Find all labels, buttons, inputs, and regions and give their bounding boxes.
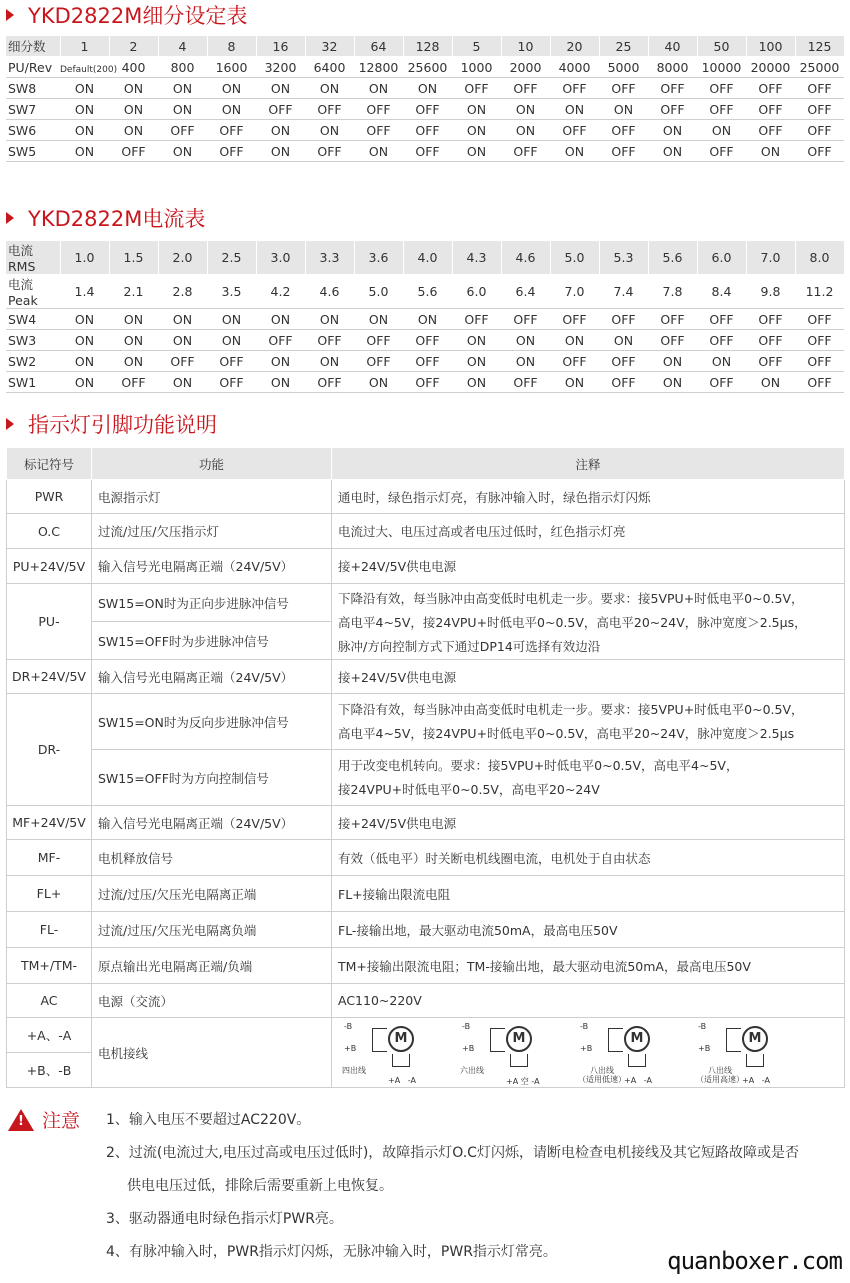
table-cell: 5 (452, 36, 501, 57)
notice-list (106, 1104, 836, 1269)
table-cell: ON (109, 309, 158, 330)
table-cell: OFF (550, 120, 599, 141)
table-cell: OFF (158, 351, 207, 372)
table-cell: 800 (158, 57, 207, 78)
table-cell: ON (158, 309, 207, 330)
table-cell: OFF (256, 99, 305, 120)
table-cell: 2 (109, 36, 158, 57)
table-cell: 5.0 (354, 275, 403, 309)
table-cell: ON (599, 99, 648, 120)
row-label: SW3 (6, 330, 60, 351)
table-cell: ON (60, 330, 109, 351)
table-cell: OFF (207, 120, 256, 141)
table-cell: 32 (305, 36, 354, 57)
table-row (6, 330, 844, 351)
table-cell: ON (305, 309, 354, 330)
table-cell: 5.6 (648, 241, 697, 275)
table-cell: ON (452, 120, 501, 141)
table-cell: 12800 (354, 57, 403, 78)
table-cell: ON (158, 141, 207, 162)
table-cell: OFF (599, 120, 648, 141)
row-label: 电流RMS (6, 241, 60, 275)
table-cell: ON (305, 120, 354, 141)
watermark: quanboxer.com (667, 1247, 842, 1275)
table-cell: 5.0 (550, 241, 599, 275)
table-row: +B、-B (7, 1053, 845, 1088)
table-cell: 8.4 (697, 275, 746, 309)
row-label: SW7 (6, 99, 60, 120)
table-cell: OFF (746, 78, 795, 99)
table-row: SW15=OFF时为方向控制信号 用于改变电机转向。要求：接5VPU+时低电平0~0.5V，高电平4~5V， 接24VPU+时低电平0~0.5V，高电平20~24V (7, 750, 845, 806)
table-cell: OFF (550, 309, 599, 330)
table-cell: OFF (452, 78, 501, 99)
notice-heading: ! 注意 (8, 1106, 80, 1133)
table-row: PU+24V/5V 输入信号光电隔离正端（24V/5V） 接+24V/5V供电电源 (7, 549, 845, 584)
table-cell: ON (354, 78, 403, 99)
table-cell: OFF (354, 351, 403, 372)
table-row: FL+ 过流/过压/欠压光电隔离正端 FL+接输出限流电阻 (7, 876, 845, 912)
table-cell: ON (501, 330, 550, 351)
terminal-label: -B (580, 1021, 589, 1031)
table-cell: OFF (648, 330, 697, 351)
table-cell: ON (452, 99, 501, 120)
table-cell: 100 (746, 36, 795, 57)
table-row: FL- 过流/过压/欠压光电隔离负端 FL-接输出地，最大驱动电流50mA，最高电压50V (7, 912, 845, 948)
table-cell: 3.5 (207, 275, 256, 309)
table-cell: 2.0 (158, 241, 207, 275)
table-cell: 8000 (648, 57, 697, 78)
table-cell: ON (550, 372, 599, 393)
table-cell: ON (60, 309, 109, 330)
terminal-label: -B (344, 1021, 353, 1031)
wiring-diagram (578, 1020, 688, 1086)
diagram-caption: 四出线 (342, 1065, 366, 1075)
coil-a (392, 1054, 410, 1067)
table-cell: OFF (795, 351, 844, 372)
table-cell: ON (158, 78, 207, 99)
table-cell: Default(200) (60, 57, 109, 78)
table-cell: 1.0 (60, 241, 109, 275)
table-cell: ON (109, 330, 158, 351)
table-cell: OFF (795, 120, 844, 141)
table-cell: 4.0 (403, 241, 452, 275)
table-cell: 50 (697, 36, 746, 57)
table-cell: 4.2 (256, 275, 305, 309)
table-cell: ON (550, 141, 599, 162)
table-cell: OFF (305, 372, 354, 393)
notice-item: 供电电压过低，排除后需要重新上电恢复。 (127, 1178, 393, 1194)
table-cell: ON (256, 120, 305, 141)
table-cell: 7.0 (746, 241, 795, 275)
table-cell: 2.8 (158, 275, 207, 309)
table-cell: ON (354, 309, 403, 330)
coil-a (746, 1054, 764, 1067)
table-row: O.C 过流/过压/欠压指示灯 电流过大、电压过高或者电压过低时，红色指示灯亮 (7, 514, 845, 549)
table-cell: OFF (207, 351, 256, 372)
table-cell: ON (207, 78, 256, 99)
table-cell: ON (60, 120, 109, 141)
terminal-label: +B (580, 1043, 593, 1053)
microstep-table (6, 36, 845, 162)
motor-icon: M (506, 1026, 532, 1052)
diagram-caption: 八出线 （适用高速） (696, 1065, 744, 1084)
table-cell: OFF (403, 141, 452, 162)
section-title-current: YKD2822M电流表 (6, 203, 205, 233)
table-cell: 10 (501, 36, 550, 57)
table-cell: ON (109, 120, 158, 141)
table-cell: 1 (60, 36, 109, 57)
table-cell: OFF (501, 309, 550, 330)
table-cell: OFF (746, 330, 795, 351)
table-cell: OFF (501, 141, 550, 162)
table-cell: OFF (501, 78, 550, 99)
table-cell: OFF (158, 120, 207, 141)
table-row: +A、-A 电机接线 M -B +B 四出线 +A -A M -B +B 六出线 +A 空 -A M -B +B 八出线 （适用低速） +A -A M -B +B 八出线 （适用高速） +A -A (7, 1018, 845, 1053)
table-cell: 8 (207, 36, 256, 57)
table-cell: OFF (550, 78, 599, 99)
triangle-icon (6, 418, 14, 430)
warning-icon: ! (8, 1109, 34, 1131)
table-cell: OFF (354, 120, 403, 141)
table-cell: OFF (550, 351, 599, 372)
notice-item: 3、驱动器通电时绿色指示灯PWR亮。 (106, 1211, 343, 1227)
table-cell: OFF (354, 99, 403, 120)
table-cell: ON (697, 351, 746, 372)
table-cell: OFF (599, 372, 648, 393)
table-cell: OFF (697, 99, 746, 120)
table-cell: ON (60, 99, 109, 120)
terminal-label: -B (462, 1021, 471, 1031)
row-label: PU/Rev (6, 57, 60, 78)
table-row (6, 141, 844, 162)
table-cell: 8.0 (795, 241, 844, 275)
row-label: SW1 (6, 372, 60, 393)
table-cell: 400 (109, 57, 158, 78)
table-cell: ON (648, 372, 697, 393)
row-label: 细分数 (6, 36, 60, 57)
table-cell: OFF (795, 330, 844, 351)
terminal-label: +B (344, 1043, 357, 1053)
table-cell: 1.5 (109, 241, 158, 275)
table-cell: ON (305, 351, 354, 372)
table-cell: 3.6 (354, 241, 403, 275)
table-row: PU- SW15=ON时为正向步进脉冲信号 下降沿有效，每当脉冲由高变低时电机走一步。要求：接5VPU+时低电平0~0.5V， 高电平4~5V，接24VPU+时低电平0~0.5V，高电平20~24V，脉冲宽度＞2.5μs， 脉冲/方向控制方式下通过DP14可选择有效边沿 (7, 584, 845, 622)
table-cell: 25600 (403, 57, 452, 78)
table-cell: ON (256, 141, 305, 162)
table-row (6, 99, 844, 120)
wiring-diagram (696, 1020, 806, 1086)
table-cell: 2.1 (109, 275, 158, 309)
table-cell: 40 (648, 36, 697, 57)
table-cell: ON (403, 78, 452, 99)
table-cell: OFF (305, 99, 354, 120)
table-cell: 25000 (795, 57, 844, 78)
terminal-label: +A -A (388, 1075, 416, 1085)
table-cell: OFF (599, 309, 648, 330)
current-table (6, 241, 845, 393)
table-cell: 5.6 (403, 275, 452, 309)
table-cell: ON (60, 351, 109, 372)
table-cell: ON (599, 330, 648, 351)
table-cell: ON (697, 120, 746, 141)
table-cell: OFF (746, 351, 795, 372)
table-cell: ON (207, 309, 256, 330)
table-row (6, 351, 844, 372)
table-cell: ON (256, 78, 305, 99)
table-cell: 4.6 (501, 241, 550, 275)
table-row (6, 120, 844, 141)
table-cell: OFF (795, 78, 844, 99)
table-cell: 2.5 (207, 241, 256, 275)
table-cell: ON (501, 351, 550, 372)
table-cell: 3.0 (256, 241, 305, 275)
table-cell: OFF (697, 309, 746, 330)
table-cell: 1.4 (60, 275, 109, 309)
table-cell: OFF (403, 351, 452, 372)
notice-item: 2、过流(电流过大,电压过高或电压过低时)，故障指示灯O.C灯闪烁，请断电检查电机接线及其它短路故障或是否 (106, 1145, 799, 1161)
table-cell: 2000 (501, 57, 550, 78)
notice-item: 1、输入电压不要超过AC220V。 (106, 1112, 311, 1128)
coil-b (372, 1028, 387, 1052)
row-label: 电流Peak (6, 275, 60, 309)
header-function: 功能 (92, 448, 332, 480)
table-cell: 5000 (599, 57, 648, 78)
table-cell: 9.8 (746, 275, 795, 309)
triangle-icon (6, 9, 14, 21)
table-cell: 7.4 (599, 275, 648, 309)
table-cell: ON (452, 351, 501, 372)
table-cell: 20000 (746, 57, 795, 78)
terminal-label: +A -A (742, 1075, 770, 1085)
table-cell: 11.2 (795, 275, 844, 309)
table-cell: OFF (697, 78, 746, 99)
table-cell: OFF (648, 99, 697, 120)
table-row: MF+24V/5V 输入信号光电隔离正端（24V/5V） 接+24V/5V供电电源 (7, 806, 845, 840)
table-cell: OFF (109, 372, 158, 393)
table-cell: ON (256, 372, 305, 393)
table-cell: ON (648, 120, 697, 141)
table-cell: 1600 (207, 57, 256, 78)
table-cell: 7.8 (648, 275, 697, 309)
table-cell: ON (452, 372, 501, 393)
table-cell: OFF (795, 99, 844, 120)
table-cell: ON (60, 372, 109, 393)
table-cell: ON (354, 141, 403, 162)
table-cell: OFF (305, 330, 354, 351)
motor-icon: M (742, 1026, 768, 1052)
table-row: AC 电源（交流） AC110~220V (7, 984, 845, 1018)
table-cell: 16 (256, 36, 305, 57)
table-cell: 10000 (697, 57, 746, 78)
table-cell: ON (501, 99, 550, 120)
table-cell: 6400 (305, 57, 354, 78)
terminal-label: -B (698, 1021, 707, 1031)
table-cell: OFF (648, 78, 697, 99)
table-row (6, 241, 844, 275)
diagram-caption: 六出线 (460, 1065, 484, 1075)
table-cell: OFF (746, 99, 795, 120)
table-row: DR+24V/5V 输入信号光电隔离正端（24V/5V） 接+24V/5V供电电源 (7, 660, 845, 694)
table-cell: ON (501, 120, 550, 141)
section-title-microstep: YKD2822M细分设定表 (6, 0, 247, 30)
table-cell: OFF (354, 330, 403, 351)
row-label: SW4 (6, 309, 60, 330)
table-cell: ON (305, 78, 354, 99)
coil-b (608, 1028, 623, 1052)
wiring-diagram (342, 1020, 452, 1086)
table-cell: OFF (795, 309, 844, 330)
row-label: SW6 (6, 120, 60, 141)
table-cell: ON (60, 78, 109, 99)
table-cell: ON (452, 141, 501, 162)
table-cell: 3.3 (305, 241, 354, 275)
table-row (6, 78, 844, 99)
table-cell: OFF (109, 141, 158, 162)
table-cell: ON (60, 141, 109, 162)
table-cell: ON (256, 309, 305, 330)
table-cell: OFF (795, 141, 844, 162)
table-cell: ON (109, 351, 158, 372)
motor-icon: M (624, 1026, 650, 1052)
table-cell: ON (109, 99, 158, 120)
table-row: TM+/TM- 原点输出光电隔离正端/负端 TM+接输出限流电阻；TM-接输出地，最大驱动电流50mA，最高电压50V (7, 948, 845, 984)
table-cell: ON (158, 99, 207, 120)
row-label: SW2 (6, 351, 60, 372)
table-cell: OFF (501, 372, 550, 393)
table-cell: OFF (207, 372, 256, 393)
table-cell: 6.0 (452, 275, 501, 309)
notice-item: 4、有脉冲输入时，PWR指示灯闪烁，无脉冲输入时，PWR指示灯常亮。 (106, 1244, 557, 1260)
table-cell: OFF (599, 141, 648, 162)
table-row (6, 57, 844, 78)
table-cell: ON (256, 351, 305, 372)
table-cell: OFF (403, 99, 452, 120)
header-note: 注释 (332, 448, 845, 480)
pin-function-table (6, 447, 845, 1088)
table-cell: 7.0 (550, 275, 599, 309)
table-row (6, 275, 844, 309)
table-row: DR- SW15=ON时为反向步进脉冲信号 下降沿有效，每当脉冲由高变低时电机走一步。要求：接5VPU+时低电平0~0.5V， 高电平4~5V，接24VPU+时低电平0~0.5V，高电平20~24V，脉冲宽度＞2.5μs (7, 694, 845, 750)
table-row (6, 309, 844, 330)
table-cell: OFF (403, 372, 452, 393)
table-cell: OFF (795, 372, 844, 393)
table-cell: OFF (648, 309, 697, 330)
table-cell: OFF (207, 141, 256, 162)
table-cell: 6.4 (501, 275, 550, 309)
table-cell: ON (746, 141, 795, 162)
table-cell: 3200 (256, 57, 305, 78)
table-cell: 20 (550, 36, 599, 57)
table-cell: 4.6 (305, 275, 354, 309)
table-cell: 1000 (452, 57, 501, 78)
section-title-pins: 指示灯引脚功能说明 (6, 409, 217, 439)
table-cell: OFF (746, 120, 795, 141)
table-cell: OFF (452, 309, 501, 330)
table-cell: OFF (746, 309, 795, 330)
motor-wiring-diagrams (332, 1018, 845, 1088)
header-symbol: 标记符号 (7, 448, 92, 480)
table-cell: 5.3 (599, 241, 648, 275)
table-cell: OFF (599, 351, 648, 372)
table-cell: OFF (403, 120, 452, 141)
triangle-icon (6, 212, 14, 224)
table-cell: 6.0 (697, 241, 746, 275)
table-cell: ON (452, 330, 501, 351)
coil-b (726, 1028, 741, 1052)
table-cell: 25 (599, 36, 648, 57)
table-cell: OFF (256, 330, 305, 351)
terminal-label: +B (462, 1043, 475, 1053)
row-label: SW8 (6, 78, 60, 99)
table-cell: 4 (158, 36, 207, 57)
table-cell: OFF (403, 330, 452, 351)
table-cell: ON (158, 330, 207, 351)
coil-b (490, 1028, 505, 1052)
table-cell: ON (648, 351, 697, 372)
motor-icon: M (388, 1026, 414, 1052)
table-cell: ON (207, 99, 256, 120)
table-row: SW15=OFF时为步进脉冲信号 (7, 622, 845, 660)
table-row: MF- 电机释放信号 有效（低电平）时关断电机线圈电流，电机处于自由状态 (7, 840, 845, 876)
table-cell: ON (207, 330, 256, 351)
table-cell: ON (354, 372, 403, 393)
table-cell: ON (550, 99, 599, 120)
table-cell: 4.3 (452, 241, 501, 275)
table-cell: ON (109, 78, 158, 99)
table-cell: OFF (697, 372, 746, 393)
table-cell: OFF (697, 330, 746, 351)
terminal-label: +B (698, 1043, 711, 1053)
table-cell: 4000 (550, 57, 599, 78)
terminal-label: +A -A (624, 1075, 652, 1085)
table-row (6, 36, 844, 57)
coil-a (628, 1054, 646, 1067)
table-cell: 64 (354, 36, 403, 57)
table-cell: OFF (697, 141, 746, 162)
table-row (6, 372, 844, 393)
row-label: SW5 (6, 141, 60, 162)
table-cell: ON (746, 372, 795, 393)
coil-a (510, 1054, 528, 1067)
table-cell: ON (403, 309, 452, 330)
table-cell: 128 (403, 36, 452, 57)
table-cell: 125 (795, 36, 844, 57)
terminal-label: +A 空 -A (506, 1076, 540, 1086)
table-cell: ON (648, 141, 697, 162)
table-cell: OFF (305, 141, 354, 162)
diagram-caption: 八出线 （适用低速） (578, 1065, 626, 1084)
wiring-diagram (460, 1020, 570, 1086)
table-cell: OFF (599, 78, 648, 99)
table-cell: ON (550, 330, 599, 351)
table-row: PWR 电源指示灯 通电时，绿色指示灯亮，有脉冲输入时，绿色指示灯闪烁 (7, 480, 845, 514)
table-cell: ON (158, 372, 207, 393)
